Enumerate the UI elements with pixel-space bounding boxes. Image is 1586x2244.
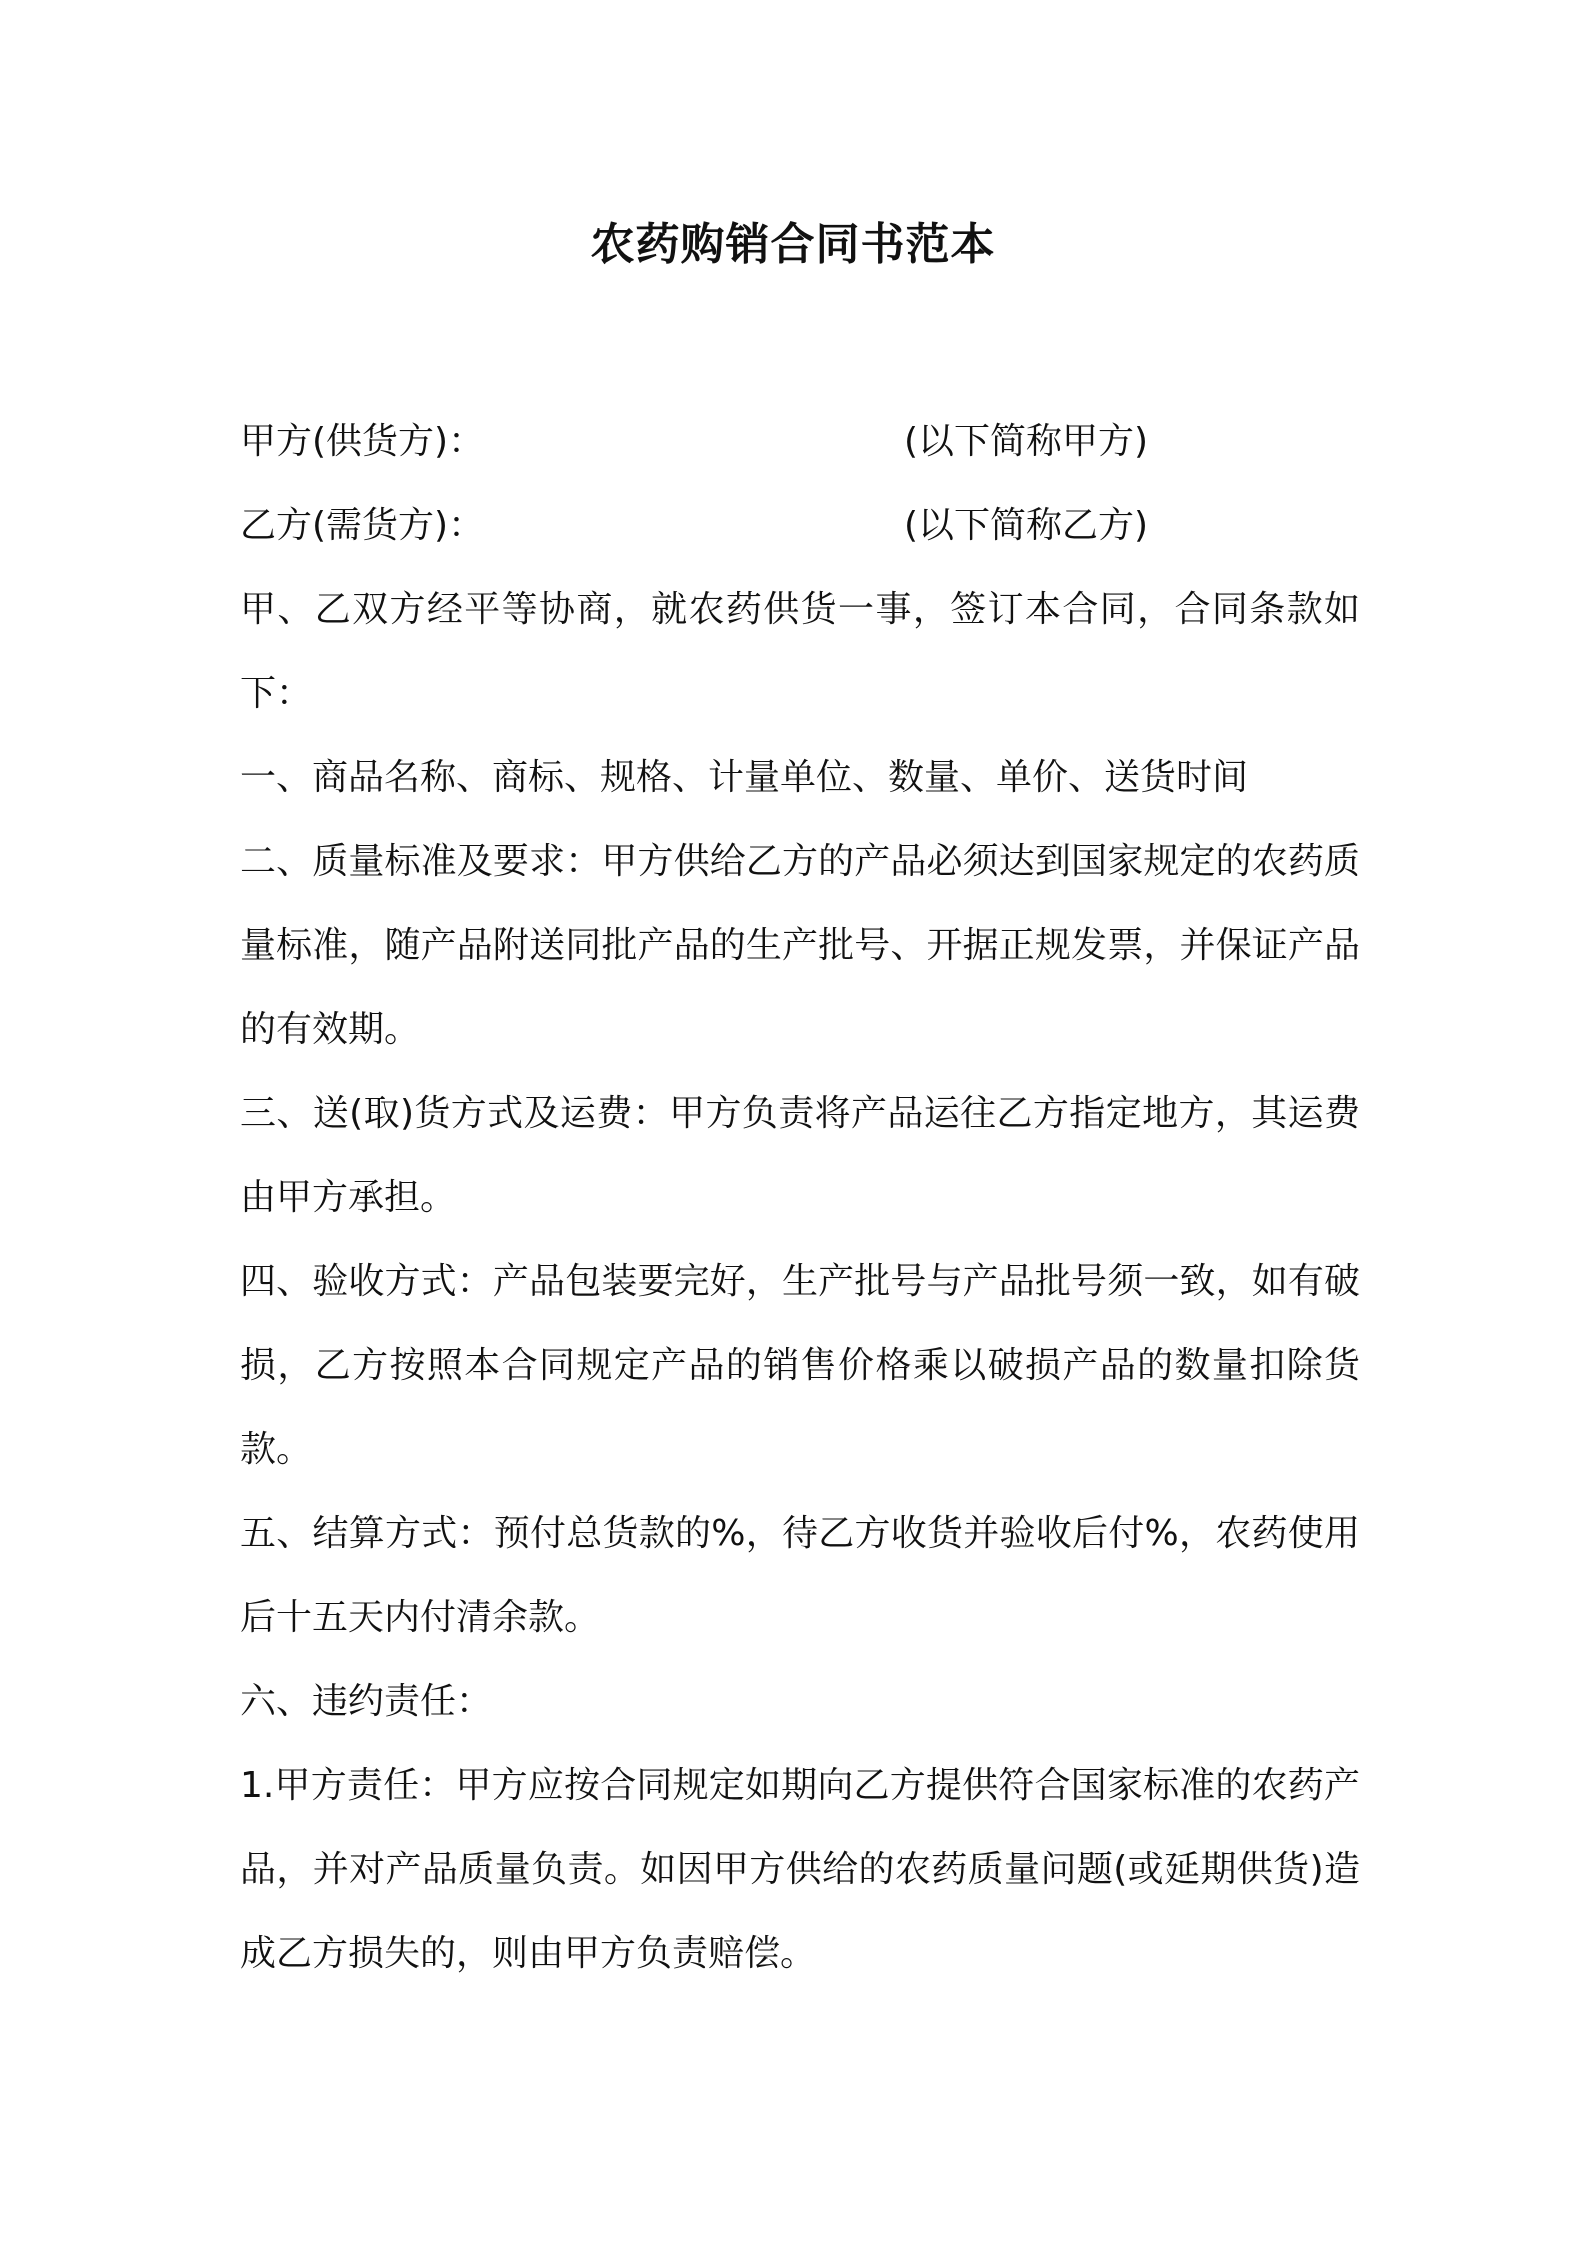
intro-paragraph: 甲、乙双方经平等协商，就农药供货一事，签订本合同，合同条款如下： [240, 589, 1360, 714]
clause-5-settlement: 五、结算方式：预付总货款的%，待乙方收货并验收后付%，农药使用后十五天内付清余款。 [240, 1513, 1360, 1638]
party-a-line [240, 400, 1360, 484]
document-body [240, 400, 1360, 1996]
clause-6-liability-heading: 六、违约责任： [240, 1681, 493, 1722]
party-b-label: 乙方(需货方)： [240, 505, 485, 546]
clause-1-goods: 一、商品名称、商标、规格、计量单位、数量、单价、送货时间 [240, 757, 1249, 798]
clause-2-quality: 二、质量标准及要求：甲方供给乙方的产品必须达到国家规定的农药质量标准，随产品附送同批产品的生产批号、开据正规发票，并保证产品的有效期。 [240, 841, 1360, 1050]
clause-3-delivery: 三、送(取)货方式及运费：甲方负责将产品运往乙方指定地方，其运费由甲方承担。 [240, 1093, 1360, 1218]
document-title: 农药购销合同书范本 [590, 219, 996, 270]
party-a-abbr: (以下简称甲方) [904, 421, 1149, 462]
clause-4-acceptance: 四、验收方式：产品包装要完好，生产批号与产品批号须一致，如有破损，乙方按照本合同规定产品的销售价格乘以破损产品的数量扣除货款。 [240, 1261, 1360, 1470]
party-b-line [240, 484, 1360, 568]
clause-6-1-party-a-liability: 1.甲方责任：甲方应按合同规定如期向乙方提供符合国家标准的农药产品，并对产品质量负责。如因甲方供给的农药质量问题(或延期供货)造成乙方损失的，则由甲方负责赔偿。 [240, 1765, 1360, 1974]
party-a-label: 甲方(供货方)： [240, 421, 485, 462]
party-b-abbr: (以下简称乙方) [904, 505, 1149, 546]
